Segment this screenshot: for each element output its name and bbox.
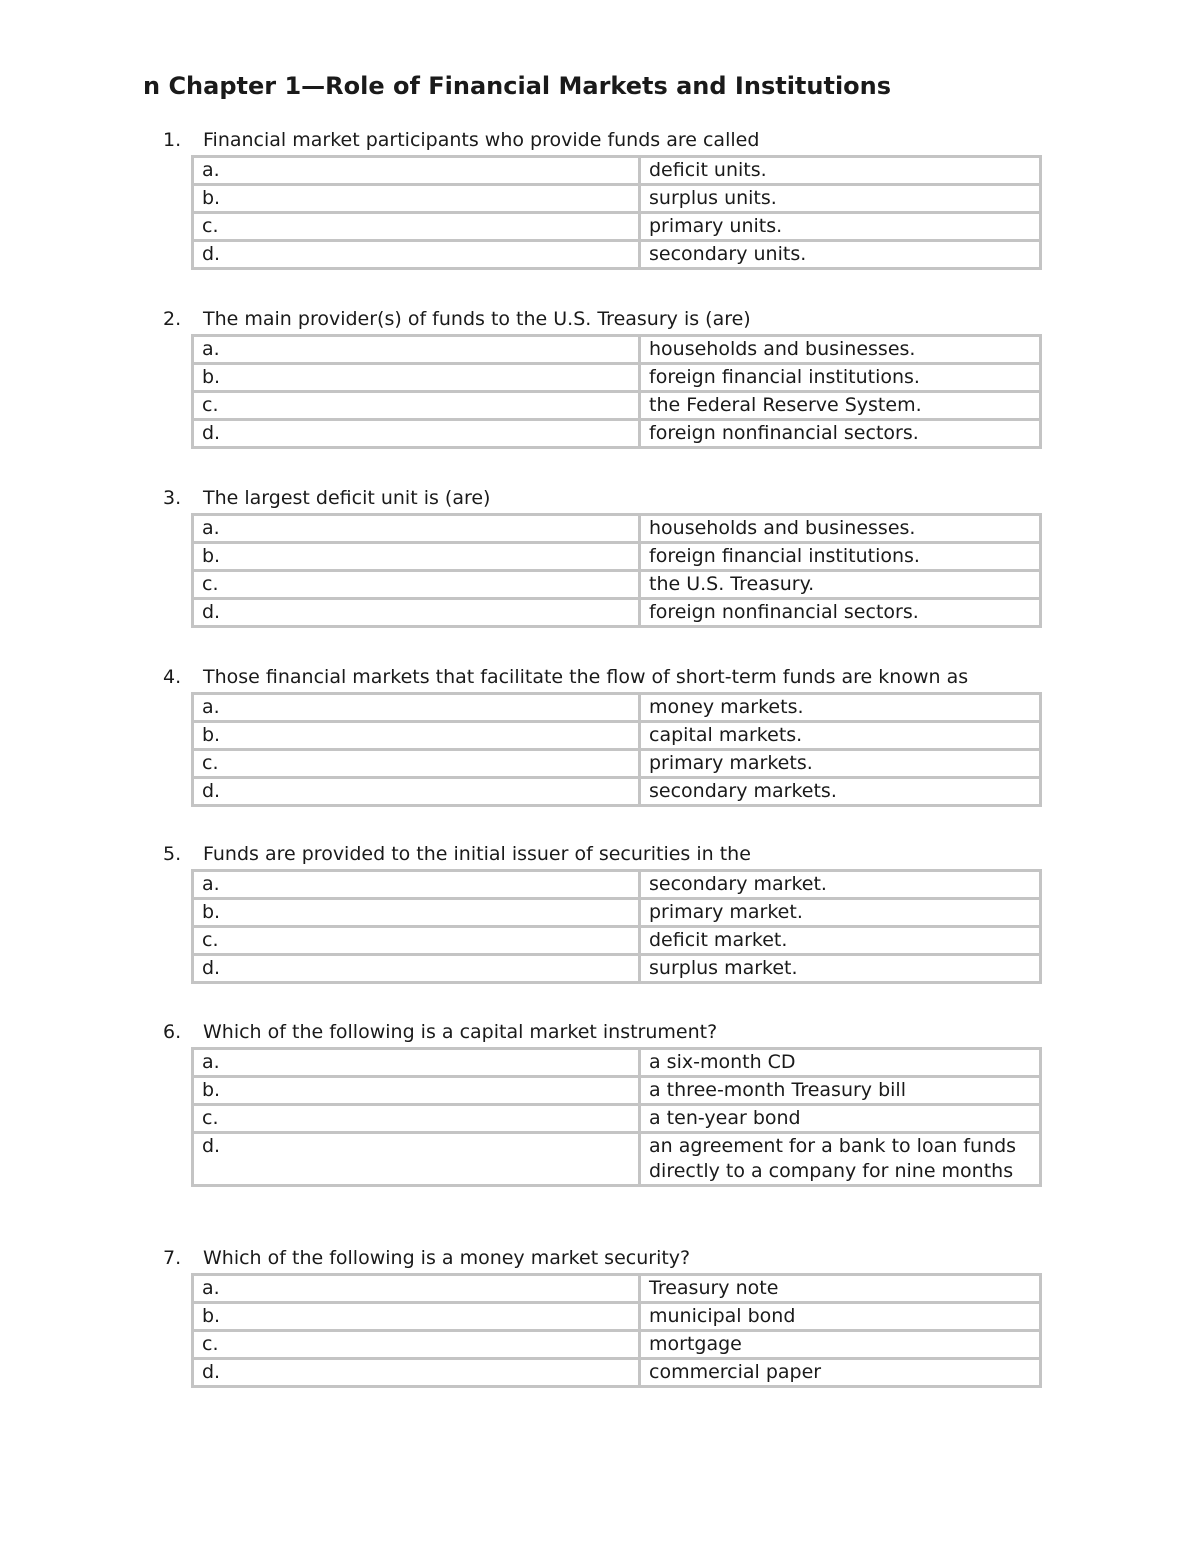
choice-answer: commercial paper — [640, 1359, 1041, 1387]
page-title: n Chapter 1—Role of Financial Markets and Institutions — [143, 72, 892, 100]
question-stem — [0, 128, 1200, 153]
choices-table — [191, 692, 1042, 807]
choice-letter: b. — [193, 1303, 640, 1331]
choice-letter: b. — [193, 364, 640, 392]
choice-row — [193, 871, 1041, 899]
choice-letter: c. — [193, 213, 640, 241]
choice-row — [193, 694, 1041, 722]
question-number: 5. — [163, 843, 182, 865]
question-text: Financial market participants who provide funds are called — [203, 129, 760, 151]
choice-row — [193, 1275, 1041, 1303]
question-2 — [0, 307, 1200, 449]
choice-letter: a. — [193, 157, 640, 185]
choice-answer: foreign nonfinancial sectors. — [640, 420, 1041, 448]
choice-answer: foreign financial institutions. — [640, 364, 1041, 392]
choice-letter: d. — [193, 420, 640, 448]
choice-row — [193, 515, 1041, 543]
question-number: 1. — [163, 129, 182, 151]
question-stem — [0, 1020, 1200, 1045]
choice-row — [193, 899, 1041, 927]
question-number: 6. — [163, 1021, 182, 1043]
question-text: Which of the following is a money market security? — [203, 1247, 691, 1269]
question-5 — [0, 842, 1200, 984]
choice-letter: d. — [193, 599, 640, 627]
choice-answer: a three-month Treasury bill — [640, 1077, 1041, 1105]
choice-row — [193, 392, 1041, 420]
choice-row — [193, 1049, 1041, 1077]
question-stem — [0, 307, 1200, 332]
question-number: 4. — [163, 666, 182, 688]
choice-row — [193, 571, 1041, 599]
question-number: 2. — [163, 308, 182, 330]
question-text: Those financial markets that facilitate the flow of short-term funds are known as — [203, 666, 969, 688]
choice-row — [193, 185, 1041, 213]
choice-answer: foreign financial institutions. — [640, 543, 1041, 571]
question-text: Funds are provided to the initial issuer of securities in the — [203, 843, 751, 865]
choice-row — [193, 778, 1041, 806]
choice-row — [193, 750, 1041, 778]
choice-row — [193, 927, 1041, 955]
question-stem — [0, 486, 1200, 511]
choice-answer: primary units. — [640, 213, 1041, 241]
question-7 — [0, 1246, 1200, 1388]
choice-row — [193, 364, 1041, 392]
choice-answer: foreign nonfinancial sectors. — [640, 599, 1041, 627]
choice-answer: money markets. — [640, 694, 1041, 722]
question-stem — [0, 1246, 1200, 1271]
choice-letter: b. — [193, 185, 640, 213]
choice-letter: a. — [193, 871, 640, 899]
question-3 — [0, 486, 1200, 628]
choice-answer: Treasury note — [640, 1275, 1041, 1303]
choice-letter: c. — [193, 1331, 640, 1359]
choices-table — [191, 155, 1042, 270]
choices-table — [191, 869, 1042, 984]
choice-letter: a. — [193, 1275, 640, 1303]
choice-answer: a six-month CD — [640, 1049, 1041, 1077]
choice-row — [193, 1331, 1041, 1359]
question-number: 7. — [163, 1247, 182, 1269]
choice-letter: c. — [193, 750, 640, 778]
choice-row — [193, 1303, 1041, 1331]
choice-answer: capital markets. — [640, 722, 1041, 750]
choice-letter: a. — [193, 336, 640, 364]
question-text: Which of the following is a capital market instrument? — [203, 1021, 718, 1043]
choice-row — [193, 543, 1041, 571]
choice-answer: secondary units. — [640, 241, 1041, 269]
choice-row — [193, 1359, 1041, 1387]
choice-answer: surplus units. — [640, 185, 1041, 213]
choice-answer: mortgage — [640, 1331, 1041, 1359]
question-stem — [0, 842, 1200, 867]
choices-table — [191, 513, 1042, 628]
choice-letter: c. — [193, 571, 640, 599]
choice-row — [193, 157, 1041, 185]
choice-answer: households and businesses. — [640, 336, 1041, 364]
choice-answer: an agreement for a bank to loan funds directly to a company for nine months — [640, 1133, 1041, 1186]
choice-answer: primary markets. — [640, 750, 1041, 778]
choice-answer: the U.S. Treasury. — [640, 571, 1041, 599]
choice-row — [193, 1077, 1041, 1105]
choice-row — [193, 336, 1041, 364]
choice-letter: a. — [193, 515, 640, 543]
choice-row — [193, 955, 1041, 983]
choice-letter: c. — [193, 927, 640, 955]
choice-letter: b. — [193, 899, 640, 927]
choice-letter: d. — [193, 1133, 640, 1186]
question-1 — [0, 128, 1200, 270]
choice-letter: d. — [193, 778, 640, 806]
question-text: The main provider(s) of funds to the U.S. Treasury is (are) — [203, 308, 751, 330]
question-number: 3. — [163, 487, 182, 509]
choice-letter: b. — [193, 722, 640, 750]
choice-letter: a. — [193, 694, 640, 722]
choice-answer: a ten-year bond — [640, 1105, 1041, 1133]
choice-row — [193, 599, 1041, 627]
choices-table — [191, 334, 1042, 449]
choice-letter: b. — [193, 543, 640, 571]
choice-row — [193, 722, 1041, 750]
choice-row — [193, 1105, 1041, 1133]
choice-answer: deficit market. — [640, 927, 1041, 955]
choice-answer: surplus market. — [640, 955, 1041, 983]
choice-letter: d. — [193, 955, 640, 983]
choice-answer: households and businesses. — [640, 515, 1041, 543]
choice-answer: deficit units. — [640, 157, 1041, 185]
choice-letter: b. — [193, 1077, 640, 1105]
choices-table — [191, 1273, 1042, 1388]
choice-letter: c. — [193, 392, 640, 420]
choice-answer: secondary market. — [640, 871, 1041, 899]
question-6 — [0, 1020, 1200, 1187]
choice-letter: c. — [193, 1105, 640, 1133]
choice-answer: municipal bond — [640, 1303, 1041, 1331]
choice-row — [193, 420, 1041, 448]
choice-row — [193, 1133, 1041, 1186]
choice-letter: a. — [193, 1049, 640, 1077]
question-text: The largest deficit unit is (are) — [203, 487, 491, 509]
choice-row — [193, 241, 1041, 269]
choices-table — [191, 1047, 1042, 1187]
choice-letter: d. — [193, 241, 640, 269]
question-stem — [0, 665, 1200, 690]
choice-row — [193, 213, 1041, 241]
question-4 — [0, 665, 1200, 807]
choice-answer: the Federal Reserve System. — [640, 392, 1041, 420]
choice-answer: primary market. — [640, 899, 1041, 927]
choice-letter: d. — [193, 1359, 640, 1387]
choice-answer: secondary markets. — [640, 778, 1041, 806]
